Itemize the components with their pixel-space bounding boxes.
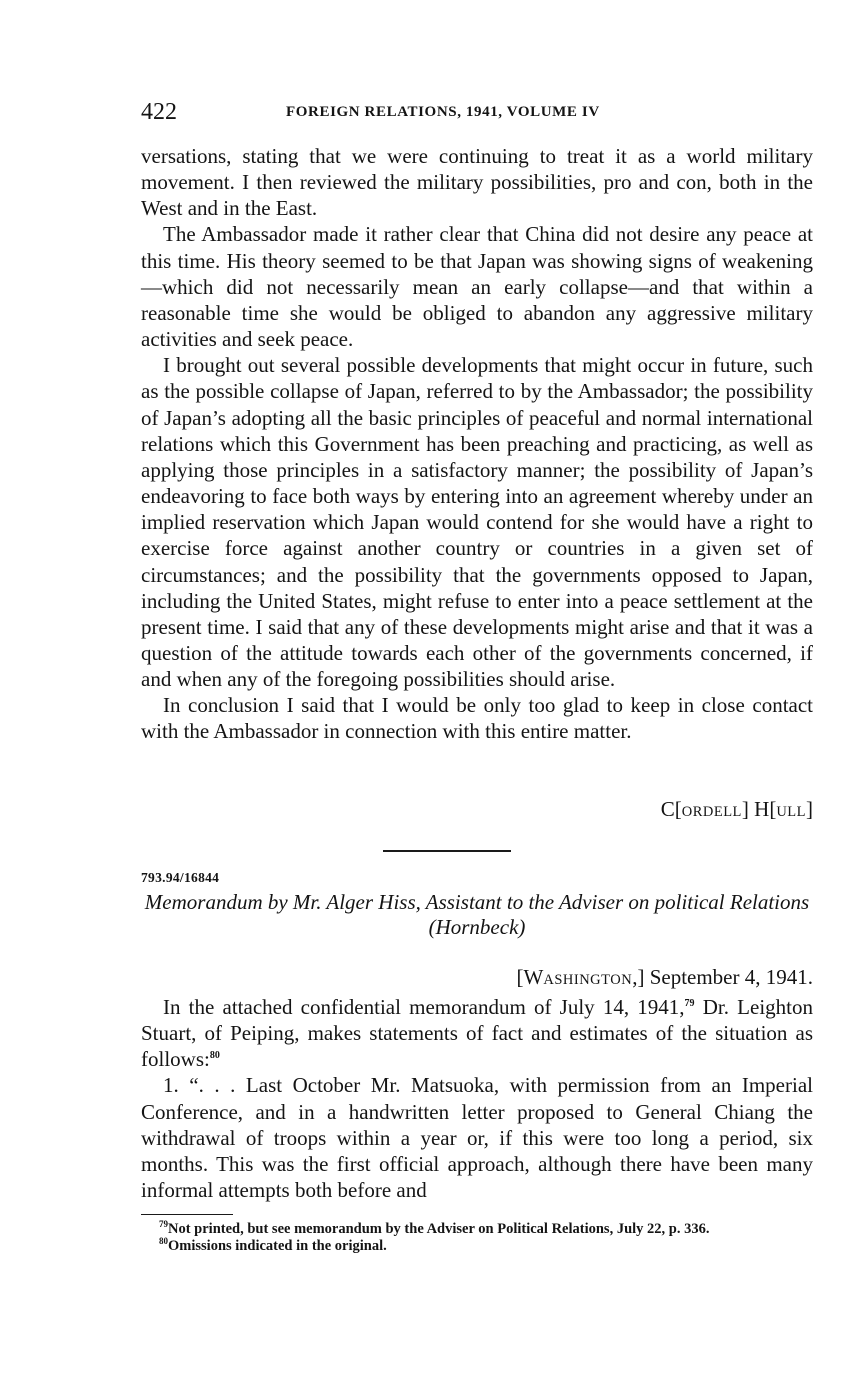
page-number: 422 [141, 99, 177, 125]
paragraph-possible-developments: I brought out several possible developments that might occur in future, such as the possible collapse of Japan, referred to by the Ambassador; the possibility of Japan’s adopting all the basic principles of peaceful and normal international relations which this Government has been preaching and practicing, as well as applying those principles in a satisfactory manner; the possibility of Japan’s endeavoring to face both ways by entering into an agreement whereby under an implied reservation which Japan would contend for she would have a right to exercise force against another country or countries in a given set of circumstances; and the possibility that the governments opposed to Japan, including the United States, might refuse to enter into a peace settlement at the present time. I said that any of these developments might arise and that it was a question of the attitude towards each other of the governments concerned, if and when any of the foregoing possibilities should arise. [141, 353, 813, 692]
page-header [141, 97, 813, 127]
footnote-text-79: Not printed, but see memorandum by the Adviser on Political Relations, July 22, p. 336. [168, 1221, 710, 1237]
signature [661, 796, 813, 825]
paragraph-item-1: 1. “. . . Last October Mr. Matsuoka, with permission from an Imperial Conference, and in a handwritten letter proposed to General Chiang the withdrawal of troops within a year or, if this were too long a period, six months. This was the first official approach, although there have been many informal attempts both before and [141, 1073, 813, 1203]
footnote-mark-79: 79 [159, 1219, 168, 1230]
footnote-divider [141, 1214, 233, 1215]
document-title: Memorandum by Mr. Alger Hiss, Assistant to the Adviser on political Relations (Hornbeck) [144, 890, 810, 939]
memorandum-body [141, 994, 813, 1203]
signature-h: ] H[ [741, 797, 777, 821]
paragraph-conclusion: In conclusion I said that I would be only too glad to keep in close contact with the Ambassador in connection with this entire matter. [141, 693, 813, 744]
footnote-ref-79[interactable]: 79 [684, 998, 695, 1009]
dateline [517, 964, 813, 993]
paragraph-intro [141, 994, 813, 1072]
dateline-place: ASHINGTON [543, 972, 633, 988]
paragraph-ambassador-view: The Ambassador made it rather clear that China did not desire any peace at this time. His theory seemed to be that Japan was showing signs of weakening—which did not necessarily mean an early collapse—and that within a reasonable time she would be obliged to abandon any aggressive military activities and seek peace. [141, 222, 813, 352]
intro-text-1: In the attached confidential memorandum of July 14, 1941, [163, 995, 685, 1019]
footnote-79 [141, 1221, 813, 1238]
footnotes [141, 1221, 813, 1254]
dateline-date: ,] September 4, 1941. [632, 965, 813, 989]
signature-c-rest: ORDELL [681, 804, 742, 820]
dateline-open: [W [516, 965, 544, 989]
continued-memorandum [141, 143, 813, 745]
paragraph-continuation: versations, stating that we were continuing to treat it as a world military movement. I then reviewed the military possibilities, pro and con, both in the West and in the East. [141, 144, 813, 221]
signature-end: ] [806, 797, 813, 821]
footnote-text-80: Omissions indicated in the original. [168, 1237, 387, 1254]
footnote-mark-80: 80 [159, 1235, 168, 1246]
running-head: FOREIGN RELATIONS, 1941, VOLUME IV [286, 104, 600, 120]
section-divider [383, 850, 511, 852]
footnote-ref-80[interactable]: 80 [209, 1050, 220, 1062]
signature-h-rest: ULL [776, 804, 806, 820]
document-file-number: 793.94/16844 [141, 870, 220, 885]
intro-text-2: Dr. Leighton Stuart, of Peiping, makes statements of fact and estimates of the situation as follows: [141, 995, 813, 1072]
footnote-80 [141, 1235, 813, 1255]
signature-c: C[ [660, 797, 682, 821]
